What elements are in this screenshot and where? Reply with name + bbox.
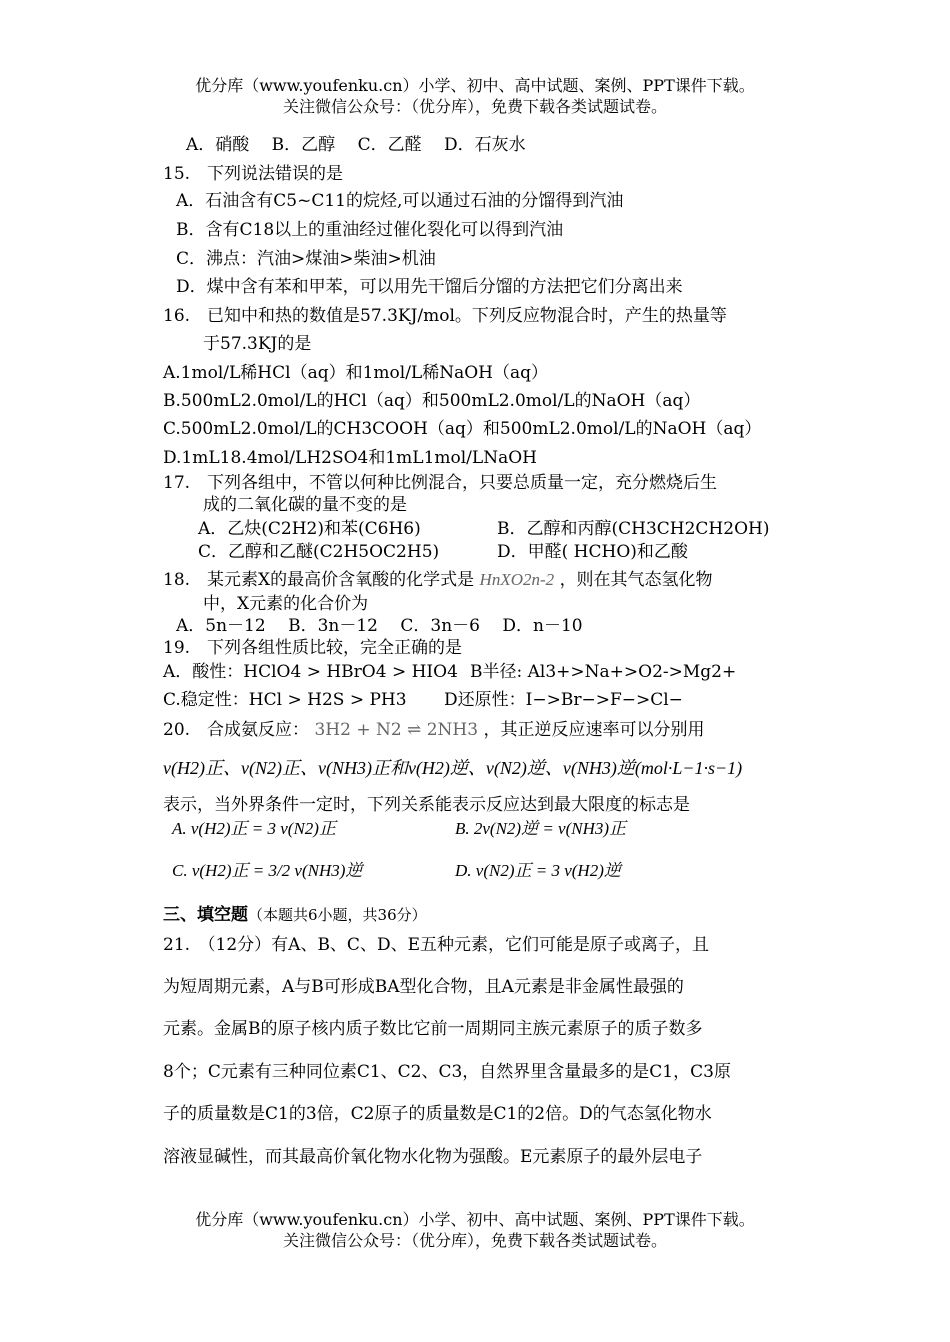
q20-equation: 3H2 + N2 ⇌ 2NH3 xyxy=(314,720,479,740)
q20-stem-3: 表示，当外界条件一定时，下列关系能表示反应达到最大限度的标志是 xyxy=(163,795,690,815)
q18-options: A．5n－12 B．3n－12 C．3n－6 D．n－10 xyxy=(176,616,583,636)
q21-line-5: 子的质量数是C1的3倍，C2原子的质量数是C1的2倍。D的气态氢化物水 xyxy=(163,1104,712,1124)
q15-stem: 15. 下列说法错误的是 xyxy=(163,164,344,184)
q14-options: A．硝酸 B．乙醇 C．乙醛 D．石灰水 xyxy=(186,135,526,155)
q17-stem-2: 成的二氧化碳的量不变的是 xyxy=(203,495,407,515)
footer-line-2: 关注微信公众号：（优分库），免费下载各类试题试卷。 xyxy=(282,1231,667,1250)
q18-stem-post: ，则在其气态氢化物 xyxy=(559,570,713,590)
q20-stem-1 xyxy=(163,722,704,739)
section-3-title: 三、填空题 xyxy=(163,905,248,925)
q15-option-b: B．含有C18以上的重油经过催化裂化可以得到汽油 xyxy=(176,220,564,240)
q19-option-d: D还原性：I−>Br−>F−>Cl− xyxy=(444,690,683,710)
q20-option-c: C. v(H2)正 = 3/2 v(NH3)逆 xyxy=(172,861,363,880)
q17-option-d: D．甲醛( HCHO)和乙酸 xyxy=(497,542,688,562)
q19-option-b: B半径: Al3+>Na+>O2->Mg2+ xyxy=(470,662,737,682)
q15-option-a: A．石油含有C5~C11的烷烃,可以通过石油的分馏得到汽油 xyxy=(176,191,624,211)
q17-option-b: B．乙醇和丙醇(CH3CH2CH2OH) xyxy=(497,519,770,539)
q17-stem-1: 17. 下列各组中，不管以何种比例混合，只要总质量一定，充分燃烧后生 xyxy=(163,473,718,493)
q20-option-d: D. v(N2)正 = 3 v(H2)逆 xyxy=(455,861,621,880)
q21-line-2: 为短周期元素，A与B可形成BA型化合物，且A元素是非金属性最强的 xyxy=(163,977,684,997)
q20-stem-pre: 20. 合成氨反应： xyxy=(163,720,310,740)
q19-option-a: A．酸性：HClO4 > HBrO4 > HIO4 xyxy=(163,662,458,682)
q16-stem-1: 16. 已知中和热的数值是57.3KJ/mol。下列反应物混合时，产生的热量等 xyxy=(163,306,727,326)
q15-option-c: C．沸点：汽油>煤油>柴油>机油 xyxy=(176,249,436,269)
q21-line-1: 21. （12分）有A、B、C、D、E五种元素，它们可能是原子或离子，且 xyxy=(163,935,709,955)
q20-option-b: B. 2v(N2)逆 = v(NH3)正 xyxy=(455,819,627,838)
q16-option-c: C.500mL2.0mol/L的CH3COOH（aq）和500mL2.0mol/L的NaOH（aq） xyxy=(163,419,762,439)
header-line-1: 优分库（www.youfenku.cn）小学、初中、高中试题、案例、PPT课件下载。 xyxy=(195,76,755,95)
q16-option-b: B.500mL2.0mol/L的HCl（aq）和500mL2.0mol/L的NaOH（aq） xyxy=(163,391,701,411)
q18-formula: HnXO2n-2 xyxy=(479,570,555,589)
q21-line-4: 8个；C元素有三种同位素C1、C2、C3，自然界里含量最多的是C1，C3原 xyxy=(163,1062,731,1082)
q18-stem-2: 中，X元素的化合价为 xyxy=(203,594,369,614)
section-3-heading xyxy=(163,907,427,924)
q18-stem-pre: 18. 某元素X的最高价含氧酸的化学式是 xyxy=(163,570,475,590)
q20-rates: v(H2)正、v(N2)正、v(NH3)正和v(H2)逆、v(N2)逆、v(NH3)逆(mol·L−1·s−1) xyxy=(163,758,743,778)
q16-stem-2: 于57.3KJ的是 xyxy=(203,334,312,354)
q17-option-a: A．乙炔(C2H2)和苯(C6H6) xyxy=(198,519,421,539)
section-3-note: （本题共6小题，共36分） xyxy=(248,906,427,924)
q21-line-3: 元素。金属B的原子核内质子数比它前一周期同主族元素原子的质子数多 xyxy=(163,1019,703,1039)
q20-stem-post: ，其正逆反应速率可以分别用 xyxy=(483,720,705,740)
q19-option-c: C.稳定性：HCl > H2S > PH3 xyxy=(163,690,407,710)
q16-option-a: A.1mol/L稀HCl（aq）和1mol/L稀NaOH（aq） xyxy=(163,363,549,383)
footer-line-1: 优分库（www.youfenku.cn）小学、初中、高中试题、案例、PPT课件下载。 xyxy=(195,1210,755,1229)
q16-option-d: D.1mL18.4mol/LH2SO4和1mL1mol/LNaOH xyxy=(163,448,537,468)
q15-option-d: D．煤中含有苯和甲苯，可以用先干馏后分馏的方法把它们分离出来 xyxy=(176,277,683,297)
q20-option-a: A. v(H2)正 = 3 v(N2)正 xyxy=(172,819,336,838)
header-line-2: 关注微信公众号：（优分库），免费下载各类试题试卷。 xyxy=(282,97,667,116)
q21-line-6: 溶液显碱性，而其最高价氧化物水化物为强酸。E元素原子的最外层电子 xyxy=(163,1147,703,1167)
q19-stem: 19. 下列各组性质比较，完全正确的是 xyxy=(163,638,463,658)
q18-stem-1 xyxy=(163,571,713,589)
q17-option-c: C．乙醇和乙醚(C2H5OC2H5) xyxy=(198,542,440,562)
